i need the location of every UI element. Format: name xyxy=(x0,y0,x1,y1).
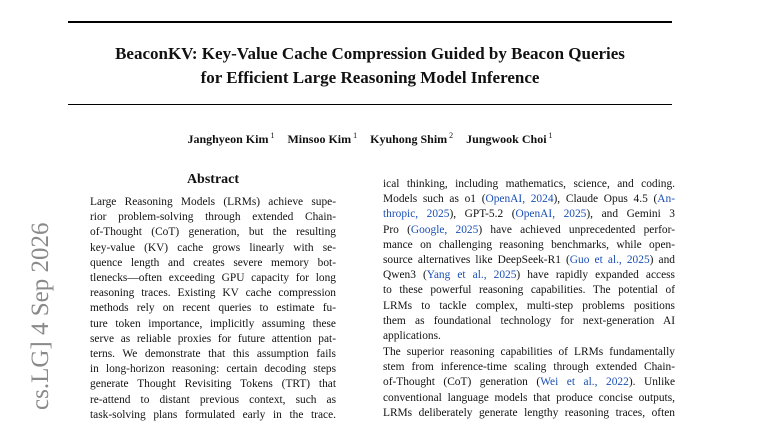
body-text: applications. xyxy=(383,330,441,343)
body-text: ). Unlike xyxy=(628,376,675,389)
abstract-line: key-value (KV) cache grows linearly with se- xyxy=(90,241,336,254)
author xyxy=(466,132,552,146)
abstract-line: re-attend to distant previous context, such as xyxy=(90,393,336,406)
author-affiliation: 1 xyxy=(548,131,553,140)
author-affiliation: 2 xyxy=(449,131,454,140)
body-text: them as foundational technology for next-generation AI xyxy=(383,314,675,327)
author-name: Jungwook Choi xyxy=(466,132,547,146)
abstract-line: terns. We demonstrate that this assumption fails xyxy=(90,348,336,361)
citation-link[interactable]: Wei et al., 2022 xyxy=(540,376,629,389)
citation-link[interactable]: An- xyxy=(657,193,675,206)
body-text: LRMs to tackle complex, multi-step problems positions xyxy=(383,299,675,312)
citation-link[interactable]: Guo et al., 2025 xyxy=(569,254,650,267)
abstract-line: task-solving plans formulated early in the trace. xyxy=(90,408,336,421)
body-text: of-Thought (CoT) generation ( xyxy=(383,376,541,389)
author-name: Janghyeon Kim xyxy=(187,132,269,146)
title-rule-bottom xyxy=(68,104,672,105)
body-line xyxy=(383,406,675,421)
author-name: Kyuhong Shim xyxy=(370,132,448,146)
abstract-line: of-Thought (CoT) generation, but the resulting xyxy=(90,226,336,239)
body-text: to these powerful reasoning capabilities. The potential of xyxy=(383,284,675,297)
body-line xyxy=(383,207,675,222)
body-text: ) and xyxy=(649,254,676,267)
author xyxy=(187,132,274,146)
body-line xyxy=(383,253,675,268)
body-text: source alternatives like DeepSeek-R1 ( xyxy=(383,254,570,267)
body-text: Pro ( xyxy=(383,223,411,236)
body-line xyxy=(383,345,675,360)
author xyxy=(370,132,453,146)
body-text: ) have achieved unprecedented perfor- xyxy=(478,223,675,236)
body-text: Qwen3 ( xyxy=(383,269,427,282)
body-line xyxy=(383,329,675,344)
paper-title-line: for Efficient Large Reasoning Model Inference xyxy=(200,68,540,87)
abstract-line: generate Thought Revisiting Tokens (TRT) that xyxy=(90,378,336,391)
abstract-line: tlenecks—often exceeding GPU capacity for long xyxy=(90,272,336,285)
body-line xyxy=(383,268,675,283)
body-text: stem from inference-time scaling through extended Chain- xyxy=(383,361,675,374)
abstract-line: reasoning traces. Existing KV cache compression xyxy=(90,287,336,300)
body-line xyxy=(383,299,675,314)
abstract-line: quence length and creates severe memory bot- xyxy=(90,256,336,269)
author xyxy=(287,132,357,146)
citation-link[interactable]: thropic, 2025 xyxy=(383,208,450,221)
abstract-line: methods rely on recent queries to estimate fu- xyxy=(90,302,336,315)
abstract-line: serve as reliable proxies for future attention pat- xyxy=(90,332,336,345)
body-text: ical thinking, including mathematics, science, and coding. xyxy=(383,178,675,190)
arxiv-watermark: cs.LG] 4 Sep 2026 xyxy=(27,222,54,410)
abstract-line: in long-horizon reasoning: certain decoding steps xyxy=(90,363,336,376)
intro-paragraph xyxy=(383,177,675,344)
body-text: ), GPT-5.2 ( xyxy=(449,208,516,221)
body-text: mance on challenging reasoning benchmarks, while open- xyxy=(383,238,675,251)
body-text: ), and Gemini 3 xyxy=(586,208,675,221)
abstract-heading: Abstract xyxy=(186,172,240,187)
body-text: Models such as o1 ( xyxy=(383,193,486,206)
body-line xyxy=(383,192,675,207)
body-line xyxy=(383,375,675,390)
citation-link[interactable]: Yang et al., 2025 xyxy=(426,269,517,282)
author-affiliation: 1 xyxy=(353,131,358,140)
paper-title xyxy=(68,42,672,90)
body-text: LRMs deliberately generate lengthy reasoning traces, often xyxy=(383,406,675,419)
body-text: ), Claude Opus 4.5 ( xyxy=(553,193,658,206)
body-line xyxy=(383,223,675,238)
author-affiliation: 1 xyxy=(270,131,275,140)
body-text: conventional language models that produce concise outputs, xyxy=(383,391,675,404)
abstract-line: Large Reasoning Models (LRMs) achieve supe- xyxy=(90,196,336,208)
abstract-line: ture token importance, implicitly assuming these xyxy=(90,317,336,330)
body-line xyxy=(383,238,675,253)
title-rule-top xyxy=(68,21,672,23)
body-line xyxy=(383,283,675,298)
citation-link[interactable]: OpenAI, 2024 xyxy=(485,193,554,206)
body-line xyxy=(383,314,675,329)
citation-link[interactable]: OpenAI, 2025 xyxy=(515,208,587,221)
abstract-line: rior problem-solving through extended Chain- xyxy=(90,211,336,224)
body-line xyxy=(383,360,675,375)
body-line xyxy=(383,391,675,406)
body-text: ) have rapidly expanded access xyxy=(516,269,675,282)
body-text: The superior reasoning capabilities of LRMs fundamentally xyxy=(383,346,675,358)
intro-paragraph xyxy=(383,345,675,421)
citation-link[interactable]: Google, 2025 xyxy=(410,223,479,236)
author-list xyxy=(68,131,672,147)
author-name: Minsoo Kim xyxy=(287,132,352,146)
body-line xyxy=(383,177,675,192)
paper-title-line: BeaconKV: Key-Value Cache Compression Guided by Beacon Queries xyxy=(115,44,625,63)
abstract-body xyxy=(90,195,336,423)
